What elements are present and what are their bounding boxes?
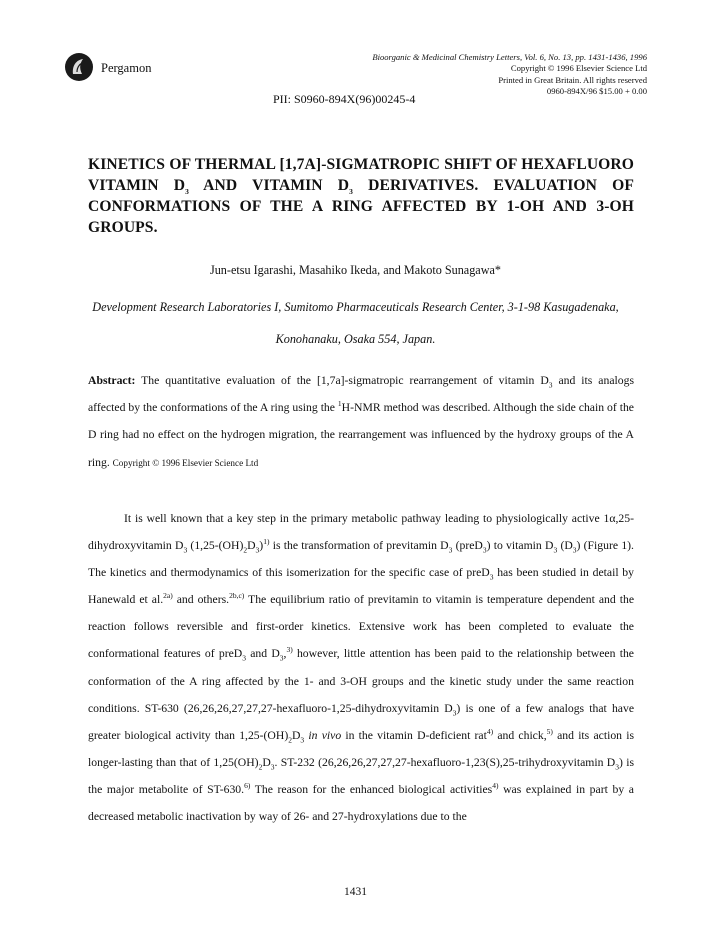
journal-citation: Bioorganic & Medicinal Chemistry Letters, Vol. 6, No. 13, pp. 1431-1436, 1996: [372, 52, 647, 62]
author-list: Jun-etsu Igarashi, Masahiko Ikeda, and Makoto Sunagawa*: [209, 263, 502, 277]
body-paragraph: It is well known that a key step in the primary metabolic pathway leading to physiologically active 1α,25-dihydroxyvitamin $D_3$ $(1,25-(OH)_2D_3)^{1)}$ is the transformation of previtamin $D_3$ (preD$_3$) to vitamin $D_3$ $(D_3)$ (Figure 1). The kinetics and thermodynamics of this isomerization for the specific case of preD$_3$ has been studied in detail by Hanewald et al.$^{2a)}$ and others.$^{2b,c)}$ The equilibrium ratio of previtamin to vitamin is temperature dependent and the reaction follows reversible and first-order kinetics. Extensive work has been completed to evaluate the conformational features of preD$_3$ and $D_3,^{3)}$ however, little attention has been paid to the relationship between the conformation of the A ring affected by the 1- and 3-OH groups and the kinetic study under the same reaction conditions. ST-630 (26,26,26,27,27,27-hexafluoro-1,25-dihydroxyvitamin $D_3$) is one of a few analogs that have greater biological activity than $1,25-(OH)_2D_3$ in vivo in the vitamin D-deficient rat$^{4)}$ and chick,$^{5)}$ and its action is longer-lasting than that of $1,25(OH)_2D_3$. ST-232 (26,26,26,27,27,27-hexafluoro-1,23(S),25-trihydroxyvitamin $D_3$) is the major metabolite of ST-630.$^{6)}$ The reason for the enhanced biological activities$^{4)}$ was explained in part by a decreased metabolic inactivation by way of 26- and 27-hydroxylations due to the: [88, 512, 635, 824]
affiliation-line-2: Konohanaku, Osaka 554, Japan.: [275, 332, 436, 346]
abstract-copyright: Copyright © 1996 Elsevier Science Ltd: [112, 457, 259, 468]
pii-identifier: PII: S0960-894X(96)00245-4: [273, 92, 416, 106]
affiliation-line-1: Development Research Laboratories I, Sumitomo Pharmaceuticals Research Center, 3-1-98 Kasugadenaka,: [92, 300, 619, 314]
price-line: 0960-894X/96 $15.00 + 0.00: [546, 86, 647, 97]
copyright-line: Copyright © 1996 Elsevier Science Ltd: [510, 63, 647, 74]
journal-header: [317, 52, 647, 98]
publisher-name: Pergamon: [101, 61, 152, 75]
publisher-logo: [64, 52, 174, 86]
printed-line: Printed in Great Britain. All rights reserved: [498, 74, 647, 85]
article-title: KINETICS OF THERMAL [1,7A]-SIGMATROPIC SHIFT OF HEXAFLUORO VITAMIN $D_3$ AND VITAMIN $D_3$ DERIVATIVES. EVALUATION OF CONFORMATIONS OF THE A RING AFFECTED BY 1-OH AND 3-OH GROUPS.: [88, 156, 634, 236]
pergamon-logo-icon: [64, 52, 94, 82]
abstract: Abstract: The quantitative evaluation of the [1,7a]-sigmatropic rearrangement of vitamin $D_3$ and its analogs affected by the conformations of the A ring using the $^1$H-NMR method was described. Although the side chain of the D ring had no effect on the hydrogen migration, the rearrangement was influenced by the hydroxy groups of the A ring. Copyright © 1996 Elsevier Science Ltd: [88, 374, 635, 469]
abstract-label: Abstract: [88, 374, 132, 387]
page-number: 1431: [344, 886, 367, 898]
